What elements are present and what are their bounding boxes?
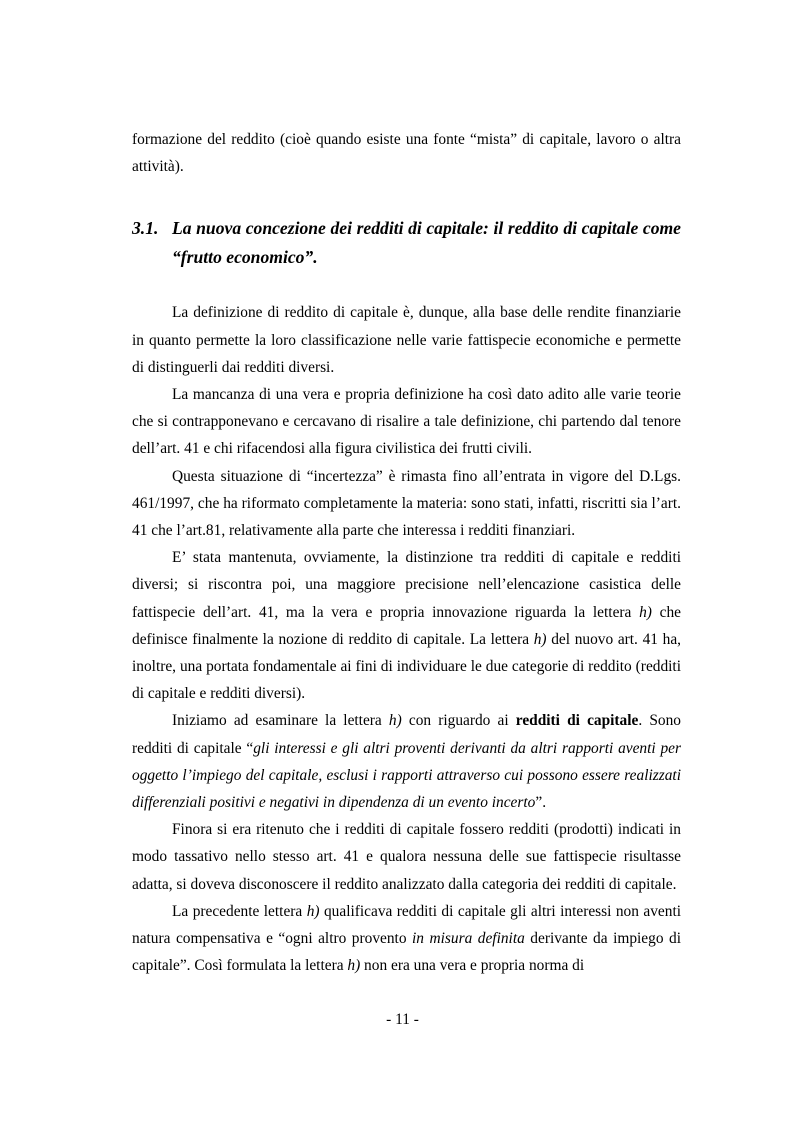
text-run: del nuovo art. 41 ha, inoltre, una portata fondamentale ai fini di individuare le due categorie di reddito (redditi di capitale e redditi diversi). [132, 630, 681, 703]
text-run: E’ stata mantenuta, ovviamente, la distinzione tra redditi di capitale e redditi diversi; si riscontra poi, una maggiore precisione nell’elencazione casistica delle fattispecie dell’art. 41, ma la vera e propria innovazione riguarda la lettera [132, 549, 681, 621]
italic-phrase: in misura definita [412, 930, 525, 948]
letter-h-ref: h) [388, 712, 402, 730]
text-run: Iniziamo ad esaminare la lettera [172, 712, 389, 730]
paragraph-continuation: formazione del reddito (cioè quando esiste una fonte “mista” di capitale, lavoro o altra attività). [132, 131, 681, 176]
page-number: - 11 - [386, 1011, 419, 1028]
letter-h-ref: h) [639, 603, 652, 621]
paragraph-letter-h [132, 707, 681, 816]
section-heading [132, 214, 681, 271]
text-run: . Sono redditi di capitale “ [132, 712, 681, 757]
bold-term: redditi di capitale [515, 712, 639, 730]
paragraph-reform: Questa situazione di “incertezza” è rimasta fino all’entrata in vigore del D.Lgs. 461/1997, che ha riformato completamente la materia: sono stati, infatti, riscritti sia l’art. 41 che l’art.81, relativamente alla parte che interessa i redditi finanziari. [132, 467, 681, 540]
letter-h-ref: h) [533, 630, 547, 648]
text-run: ”. [535, 794, 547, 812]
text-run: che definisce finalmente la nozione di reddito di capitale. La lettera [132, 603, 681, 648]
paragraph-theories: La mancanza di una vera e propria definizione ha così dato adito alle varie teorie che si contrapponevano e cercavano di risalire a tale definizione, chi partendo dal tenore dell’art. 41 e chi rifacendosi alla figura civilistica dei frutti civili. [132, 386, 681, 458]
text-run: non era una vera e propria norma di [360, 957, 585, 975]
document-page [132, 126, 681, 979]
paragraph-previous-view: Finora si era ritenuto che i redditi di capitale fossero redditi (prodotti) indicati in modo tassativo nello stesso art. 41 e qualora nessuna delle sue fattispecie risultasse adatta, si doveva disconoscere il reddito analizzato dalla categoria dei redditi di capitale. [132, 821, 681, 893]
section-number: 3.1. [132, 218, 159, 239]
text-run: con riguardo ai [401, 712, 516, 730]
section-title: La nuova concezione dei redditi di capitale: il reddito di capitale come “frutto economico”. [172, 218, 681, 267]
paragraph-previous-letter [132, 898, 681, 980]
paragraph-distinction [132, 544, 681, 707]
letter-h-ref: h) [347, 957, 361, 975]
text-run: derivante da impiego di capitale”. Così formulata la lettera [132, 930, 681, 975]
quoted-definition: gli interessi e gli altri proventi derivanti da altri rapporti aventi per oggetto l’impiego del capitale, esclusi i rapporti attraverso cui possono essere realizzati differenziali positivi e negativi in dipendenza di un evento incerto [132, 739, 681, 812]
text-run: La precedente lettera [172, 902, 307, 920]
text-run: qualificava redditi di capitale gli altri interessi non aventi natura compensativa e “ogni altro provento [132, 902, 682, 948]
letter-h-ref: h) [306, 902, 320, 920]
paragraph-definition: La definizione di reddito di capitale è, dunque, alla base delle rendite finanziarie in quanto permette la loro classificazione nelle varie fattispecie economiche e permette di distinguerli dai redditi diversi. [132, 304, 681, 376]
